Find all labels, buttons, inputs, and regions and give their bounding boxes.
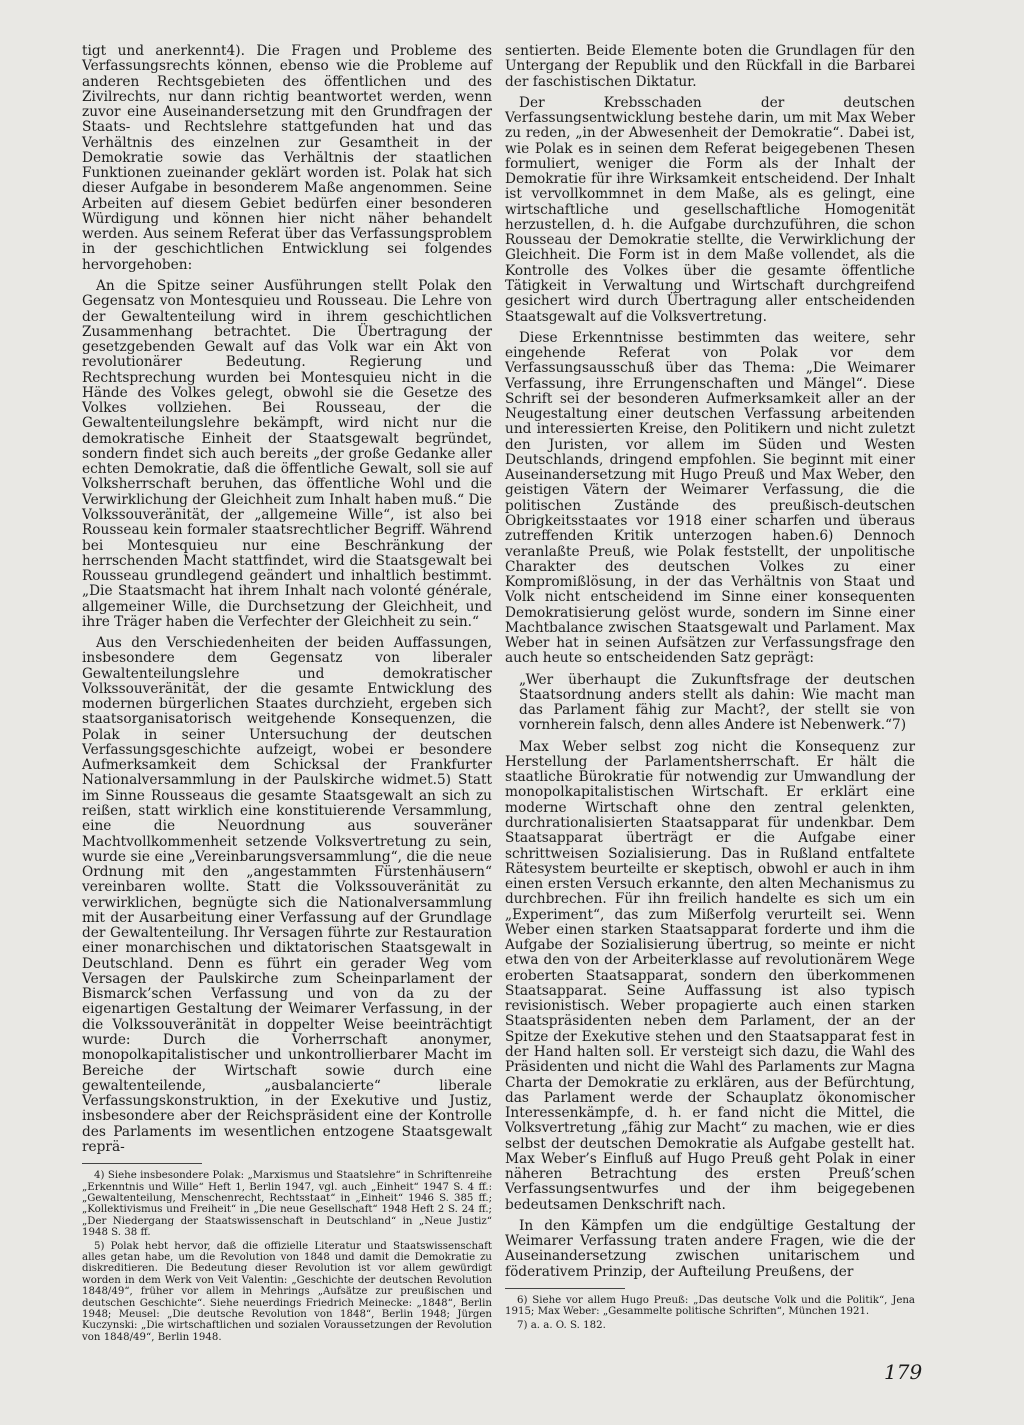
paragraph: Der Krebsschaden der deutschen Verfassungsentwicklung bestehe darin, um mit Max Weber zu reden, „in der Abwesenheit der Demokratie“. Dabei ist, wie Polak es in seinen dem Referat beigegebenen Thesen formuliert, weniger die Form als der Inhalt der Demokratie für ihre Wirksamkeit entscheidend. Der Inhalt ist vervollkommnet in dem Maße, als es gelingt, eine wirtschaftliche und gesellschaftliche Homogenität herzustellen, d. h. die Aufgabe durchzuführen, die schon Rousseau der Demokratie stellte, die Verwirklichung der Gleichheit. Die Form ist in dem Maße vollendet, als die Kontrolle des Volkes über die gesamte öffentliche Tätigkeit in Verwaltung und Wirtschaft durchgreifend gesichert wird durch Übertragung aller entscheidenden Staatsgewalt auf die Volksvertretung. (505, 94, 915, 325)
paragraph: Aus den Verschiedenheiten der beiden Auffassungen, insbesondere dem Gegensatz von liberaler Gewaltenteilungslehre und demokratischer Volkssouveränität, der die gesamte Entwicklung des modernen bürgerlichen Staates durchzieht, ergeben sich staatsorganisatorisch weitgehende Konsequenzen, die Polak in seiner Untersuchung der deutschen Verfassungsgeschichte aufzeigt, wobei er besondere Aufmerksamkeit dem Schicksal der Frankfurter Nationalversammlung in der Paulskirche widmet.5) Statt im Sinne Rousseaus die gesamte Staatsgewalt an sich zu reißen, statt wirklich eine konstituierende Versammlung, eine die Neuordnung aus souveräner Machtvollkommenheit setzende Volksvertretung zu sein, wurde sie eine „Vereinbarungsversammlung“, die die neue Ordnung mit den „angestammten Fürstenhäusern“ vereinbaren wollte. Statt die Volkssouveränität zu verwirklichen, begnügte sich die Nationalversammlung mit der Ausarbeitung einer Verfassung auf der Grundlage der Gewaltenteilung. Ihr Versagen führte zur Restauration einer monarchischen und diktatorischen Staatsgewalt in Deutschland. Denn es führt ein gerader Weg vom Versagen der Paulskirche zum Scheinparlament der Bismarck’schen Verfassung und von da zu der eigenartigen Gestaltung der Weimarer Verfassung, in der die Volkssouveränität in doppelter Weise beeinträchtigt wurde: Durch die Vorherrschaft anonymer, monopolkapitalistischer und unkontrollierbarer Macht im Bereiche der Wirtschaft sowie durch eine gewaltenteilende, „ausbalancierte“ liberale Verfassungskonstruktion, in der Exekutive und Justiz, insbesondere aber der Reichspräsident eine der Kontrolle des Parlaments im wesentlichen entzogene Staatsgewalt reprä- (82, 635, 492, 1155)
paragraph: sentierten. Beide Elemente boten die Grundlagen für den Untergang der Republik und den Rückfall in die Barbarei der faschistischen Diktatur. (505, 43, 915, 90)
paragraph: tigt und anerkennt4). Die Fragen und Probleme des Verfassungsrechts können, ebenso wie die Probleme auf anderen Rechtsgebieten des öffentlichen und des Zivilrechts, nur dann richtig beantwortet werden, wenn zuvor eine Auseinandersetzung mit den Grundfragen der Staats- und Rechtslehre stattgefunden hat und das Verhältnis des einzelnen zur Gesamtheit in der Demokratie sowie das Verhältnis der staatlichen Funktionen zueinander geklärt worden ist. Polak hat sich dieser Aufgabe in besonderem Maße angenommen. Seine Arbeiten auf diesem Gebiet bedürfen einer besonderen Würdigung und können hier nicht näher behandelt werden. Aus seinem Referat über das Verfassungsproblem in der geschichtlichen Entwicklung sei folgendes hervorgehoben: (82, 43, 492, 273)
footnote-divider (82, 1163, 202, 1164)
footnote: 6) Siehe vor allem Hugo Preuß: „Das deutsche Volk und die Politik“, Jena 1915; Max Weber: „Gesammelte politische Schriften“, München 1921. (505, 1294, 915, 1318)
footnote: 5) Polak hebt hervor, daß die offizielle Literatur und Staatswissenschaft alles getan habe, um die Revolution von 1848 und damit die Demokratie zu diskreditieren. Die Bedeutung dieser Revolution ist vor allem gewürdigt worden in dem Werk von Veit Valentin: „Geschichte der deutschen Revolution 1848/49“, früher vor allem in Mehrings „Aufsätze zur preußischen und deutschen Geschichte“. Siehe neuerdings Friedrich Meinecke: „1848“, Berlin 1948; Meusel: „Die deutsche Revolution von 1848“, Berlin 1948; Jürgen Kuczynski: „Die wirtschaftlichen und sozialen Voraussetzungen der Revolution von 1848/49“, Berlin 1948. (82, 1240, 492, 1343)
paragraph: Diese Erkenntnisse bestimmten das weitere, sehr eingehende Referat von Polak vor dem Verfassungsausschuß über das Thema: „Die Weimarer Verfassung, ihre Errungenschaften und Mängel“. Diese Schrift sei der besonderen Aufmerksamkeit aller an der Neugestaltung einer deutschen Verfassung arbeitenden und interessierten Kreise, den Politikern und nicht zuletzt den Juristen, vor allem im Süden und Westen Deutschlands, dringend empfohlen. Sie beginnt mit einer Auseinandersetzung mit Hugo Preuß und Max Weber, den geistigen Vätern der Weimarer Verfassung, die die politischen Zustände des preußisch-deutschen Obrigkeitsstaates vor 1918 einer scharfen und überaus zutreffenden Kritik unterzogen haben.6) Dennoch veranlaßte Preuß, wie Polak feststellt, der unpolitische Charakter des deutschen Volkes zu einer Kompromißlösung, in der das Verhältnis von Staat und Volk nicht entscheidend im Sinne einer konsequenten Demokratisierung gelöst wurde, sondern im Sinne einer Machtbalance zwischen Staatsgewalt und Parlament. Max Weber hat in seinen Aufsätzen zur Verfassungsfrage den auch heute so entscheidenden Satz geprägt: (505, 329, 915, 667)
footnote: 7) a. a. O. S. 182. (517, 1319, 606, 1331)
footnote: 4) Siehe insbesondere Polak: „Marxismus und Staatslehre“ in Schriftenreihe „Erkenntnis und Wille“ Heft 1, Berlin 1947, vgl. auch „Einheit“ 1947 S. 4 ff.: „Gewaltenteilung, Menschenrecht, Rechtsstaat“ in „Einheit“ 1946 S. 385 ff.; „Kollektivismus und Freiheit“ in „Die neue Gesellschaft“ 1948 Heft 2 S. 24 ff.; „Der Niedergang der Staatswissenschaft in Deutschland“ in „Neue Justiz“ 1948 S. 38 ff. (82, 1170, 492, 1239)
right-column (505, 44, 915, 1333)
footnote-divider (505, 1288, 625, 1289)
paragraph: Max Weber selbst zog nicht die Konsequenz zur Herstellung der Parlamentsherrschaft. Er hält die staatliche Bürokratie für notwendig zur Umwandlung der monopolkapitalistischen Wirtschaft. Er erklärt eine moderne Wirtschaft ohne den zentral gelenkten, durchrationalisierten Staatsapparat für undenkbar. Dem Staatsapparat überträgt er die Aufgabe einer schrittweisen Sozialisierung. Das in Rußland entfaltete Rätesystem beurteilte er skeptisch, obwohl er auch in ihm einen ersten Versuch erkannte, den alten Mechanismus zu durchbrechen. Für ihn freilich handelte es sich um ein „Experiment“, das zum Mißerfolg verurteilt sei. Wenn Weber einen starken Staatsapparat forderte und ihm die Aufgabe der Sozialisierung übertrug, so meinte er nicht etwa den von der Arbeiterklasse auf revolutionärem Wege eroberten Staatsapparat, sondern den überkommenen Staatsapparat. Seine Auffassung ist also typisch revisionistisch. Weber propagierte auch einen starken Staatspräsidenten neben dem Parlament, der an der Spitze der Exekutive stehen und den Staatsapparat fest in der Hand halten soll. Er versteigt sich dazu, die Wahl des Präsidenten und nicht die Wahl des Parlaments zur Magna Charta der Demokratie zu erklären, aus der Befürchtung, das Parlament werde der Schauplatz ökonomischer Interessenkämpfe, d. h. er fand nicht die Mittel, die Volksvertretung „fähig zur Macht“ zu machen, wie er dies selbst der deutschen Demokratie als Aufgabe gestellt hat. Max Weber’s Einfluß auf Hugo Preuß geht Polak in einer näheren Betrachtung des ersten Preuß’schen Verfassungsentwurfes und der ihm beigegebenen bedeutsamen Denkschrift nach. (505, 738, 915, 1213)
paragraph: An die Spitze seiner Ausführungen stellt Polak den Gegensatz von Montesquieu und Rousseau. Die Lehre von der Gewaltenteilung wird in ihrem geschichtlichen Zusammenhang betrachtet. Die Übertragung der gesetzgebenden Gewalt auf das Volk war ein Akt von revolutionärer Bedeutung. Regierung und Rechtsprechung wurden bei Montesquieu nicht in die Hände des Volkes gelegt, obwohl sie die Gesetze des Volkes vollziehen. Bei Rousseau, der die Gewaltenteilungslehre bekämpft, wird nicht nur die demokratische Einheit der Staatsgewalt begründet, sondern findet sich auch bereits „der große Gedanke aller echten Demokratie, daß die öffentliche Gewalt, soll sie auf Volksherrschaft beruhen, das öffentliche Wohl und die Verwirklichung der Gleichheit zum Inhalt haben muß.“ Die Volkssouveränität, der „allgemeine Wille“, ist also bei Rousseau kein formaler staatsrechtlicher Begriff. Während bei Montesquieu nur eine Beschränkung der herrschenden Macht stattfindet, wird die Staatsgewalt bei Rousseau grundlegend geändert und inhaltlich bestimmt. „Die Staatsmacht hat ihrem Inhalt nach volonté générale, allgemeiner Wille, die Durchsetzung der Gleichheit, und ihre Träger haben die Verfechter der Gleichheit zu sein.“ (82, 277, 492, 630)
left-column (82, 44, 492, 1345)
paragraph: In den Kämpfen um die endgültige Gestaltung der Weimarer Verfassung traten andere Fragen, wie die der Auseinandersetzung zwischen unitarischem und föderativem Prinzip, der Aufteilung Preußens, der (505, 1217, 915, 1280)
block-quote: „Wer überhaupt die Zukunftsfrage der deutschen Staatsordnung anders stellt als dahin: Wie macht man das Parlament fähig zur Macht?, der stellt sie von vornherein falsch, denn alles Andere ist Nebenwerk.“7) (519, 671, 915, 734)
page-number: 179 (884, 1360, 923, 1384)
